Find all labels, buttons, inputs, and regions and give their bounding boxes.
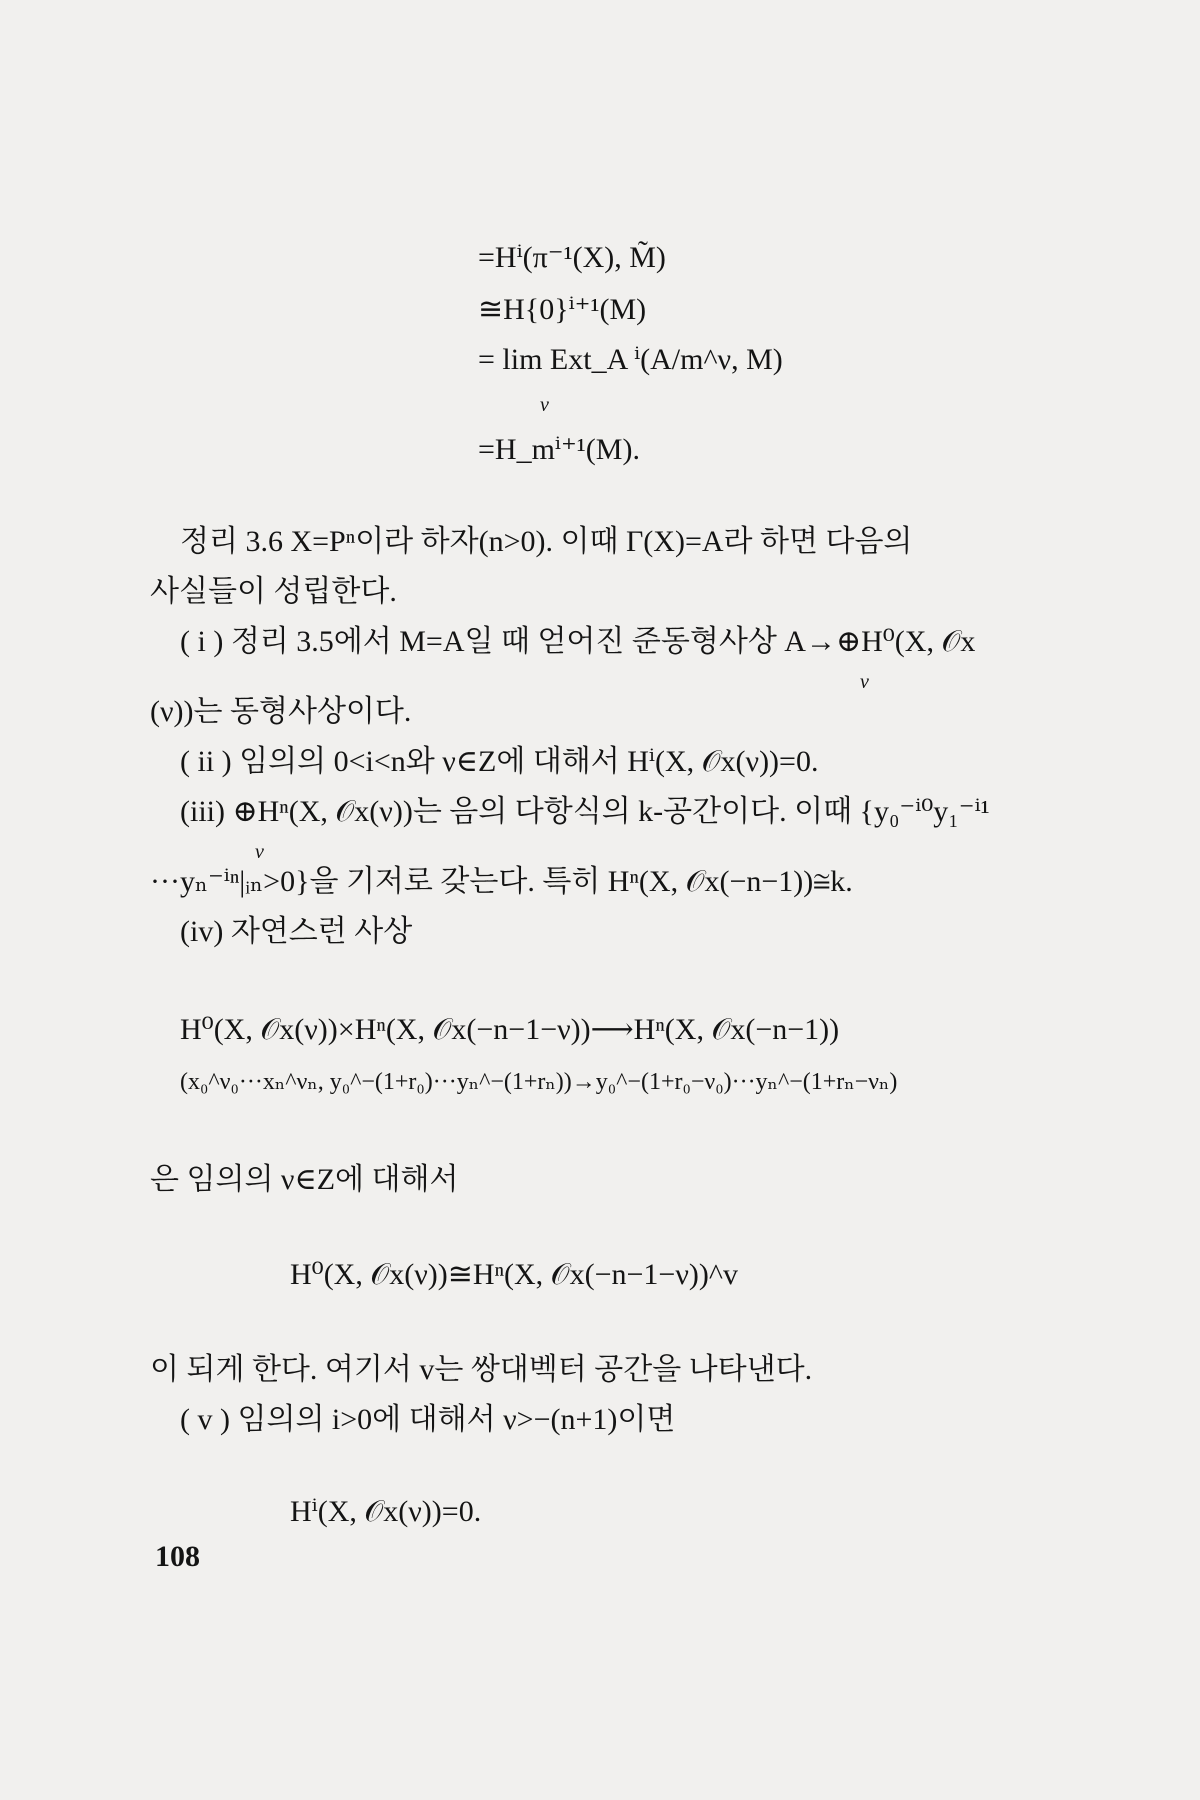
dual-space-note: 이 되게 한다. 여기서 v는 쌍대벡터 공간을 나타낸다. [150, 1353, 813, 1386]
duality-isomorphism: H⁰(X, 𝒪x(ν))≅Hⁿ(X, 𝒪x(−n−1−ν))^v [290, 1258, 738, 1291]
item-iii-subscript: ν [255, 841, 264, 863]
item-iii: (iii) ⊕Hⁿ(X, 𝒪x(ν))는 음의 다항식의 k-공간이다. 이때 {y₀⁻ⁱ⁰y₁⁻ⁱ¹ [180, 795, 990, 828]
text-for-any-nu: 은 임의의 ν∈Z에 대해서 [150, 1163, 459, 1196]
item-iii-continued: ···yₙ⁻ⁱⁿ|ᵢₙ>0}을 기저로 갖는다. 특히 Hⁿ(X, 𝒪x(−n−1))≅k. [150, 865, 853, 898]
natural-map-formula: H⁰(X, 𝒪x(ν))×Hⁿ(X, 𝒪x(−n−1−ν))⟶Hⁿ(X, 𝒪x(−n−1)) [180, 1013, 840, 1046]
theorem-intro-continued: 사실들이 성립한다. [150, 575, 397, 608]
equation-line-2: ≅H{0}ⁱ⁺¹(M) [478, 293, 647, 326]
page-number: 108 [155, 1540, 200, 1573]
equation-line-4: =H_mⁱ⁺¹(M). [478, 433, 640, 466]
item-i-continued: (ν))는 동형사상이다. [150, 695, 412, 728]
equation-line-1: =Hⁱ(π⁻¹(X), M̃) [478, 241, 666, 274]
natural-map-elements: (x₀^ν₀···xₙ^νₙ, y₀^−(1+r₀)···yₙ^−(1+rₙ))→y₀^−(1+r₀−ν₀)···yₙ^−(1+rₙ−νₙ) [180, 1069, 898, 1095]
item-i-subscript: ν [860, 671, 869, 693]
equation-line-3-subscript: ν [540, 394, 549, 416]
item-ii: ( ii ) 임의의 0<i<n와 ν∈Z에 대해서 Hⁱ(X, 𝒪x(ν))=0. [180, 745, 819, 778]
equation-line-3: = lim Ext_A ⁱ(A/m^ν, M) [478, 343, 783, 376]
theorem-heading: 정리 3.6 X=Pⁿ이라 하자(n>0). 이때 Γ(X)=A라 하면 다음의 [180, 525, 913, 558]
item-iv: (iv) 자연스런 사상 [180, 915, 413, 948]
item-v: ( v ) 임의의 i>0에 대해서 ν>−(n+1)이면 [180, 1403, 676, 1436]
vanishing-equation: Hⁱ(X, 𝒪x(ν))=0. [290, 1495, 482, 1528]
item-i: ( i ) 정리 3.5에서 M=A일 때 얻어진 준동형사상 A→⊕H⁰(X, 𝒪x [180, 625, 976, 658]
